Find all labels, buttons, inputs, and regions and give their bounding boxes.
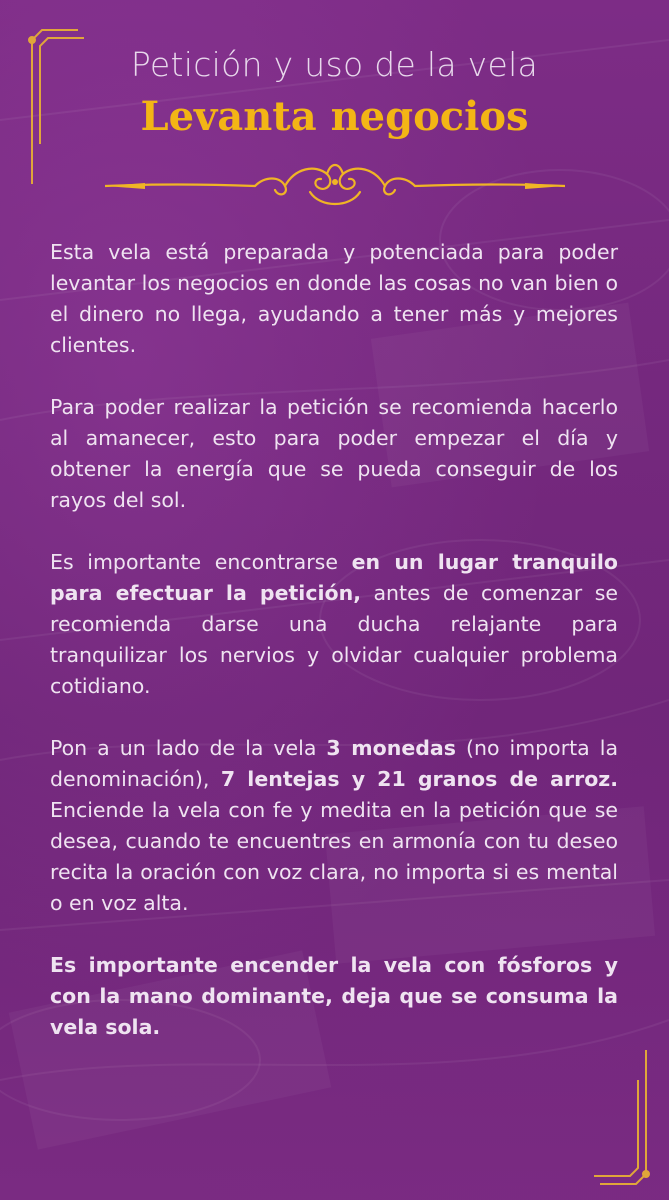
ritual-text-a: Pon a un lado de la vela <box>50 736 327 760</box>
ritual-lentils-rice-bold: 7 lentejas y 21 granos de arroz. <box>220 767 618 791</box>
header <box>0 40 669 144</box>
paragraph-ritual <box>50 733 618 919</box>
place-text-start: Es importante encontrarse <box>50 550 352 574</box>
paragraph-intro-text: Esta vela está preparada y potenciada para poder levantar los negocios en donde las cosas no van bien o el dinero no llega, ayudando a tener más y mejores clientes. <box>50 240 618 357</box>
paragraph-place <box>50 547 618 702</box>
place-text-end: antes de comenzar se recomienda darse una ducha relajante para tranquilizar los nervios y olvidar cualquier problema cotidiano. <box>50 581 618 698</box>
paragraph-intro <box>50 237 618 361</box>
ritual-coins-bold: 3 monedas <box>326 736 456 760</box>
body-text <box>50 237 618 1074</box>
ritual-text-b: (no importa la denominación), <box>50 736 619 791</box>
ritual-text-c: Enciende la vela con fe y medita en la petición que se desea, cuando te encuentres en armonía con tu deseo recita la oración con voz clara, no importa si es mental o en voz alta. <box>50 798 618 915</box>
place-text-bold: en un lugar tranquilo para efectuar la petición, <box>50 550 618 605</box>
paragraph-timing <box>50 392 618 516</box>
paragraph-closing-text: Es importante encender la vela con fósforos y con la mano dominante, deja que se consuma la vela sola. <box>50 953 618 1039</box>
page-subtitle: Petición y uso de la vela <box>130 45 539 84</box>
paragraph-timing-text: Para poder realizar la petición se recomienda hacerlo al amanecer, esto para poder empezar el día y obtener la energía que se pueda conseguir de los rayos del sol. <box>50 395 618 512</box>
paragraph-closing <box>50 950 618 1043</box>
scroll-divider-ornament <box>105 158 565 214</box>
page-title: Levanta negocios <box>140 93 529 140</box>
